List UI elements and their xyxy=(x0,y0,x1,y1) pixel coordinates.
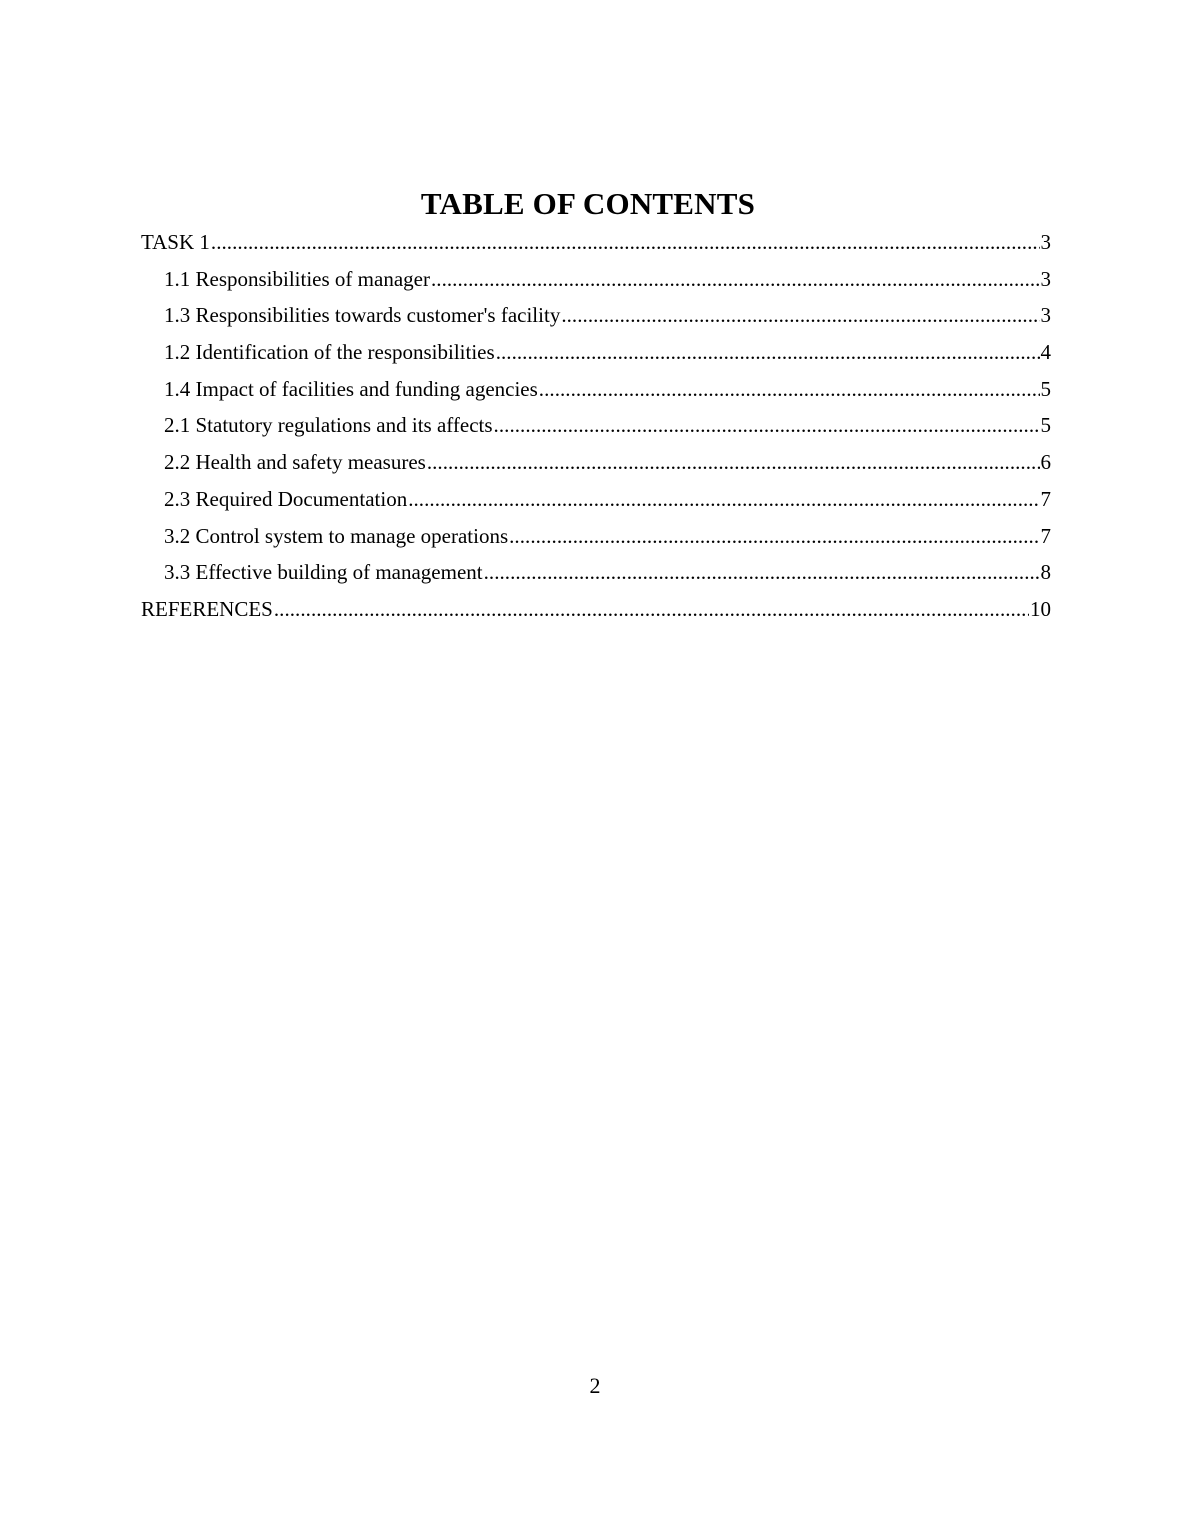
toc-entry-2-2[interactable] xyxy=(141,444,1051,481)
dot-leader xyxy=(408,481,1039,517)
toc-entry-page: 7 xyxy=(1040,523,1051,548)
toc-entry-2-1[interactable] xyxy=(141,407,1051,444)
toc-entry-task-1[interactable] xyxy=(141,224,1051,261)
toc-entry-3-2[interactable] xyxy=(141,518,1051,555)
dot-leader xyxy=(509,518,1039,554)
page-number: 2 xyxy=(589,1373,601,1398)
toc-entry-label: 2.3 Required Documentation xyxy=(164,486,408,511)
toc-entry-page: 7 xyxy=(1040,486,1051,511)
toc-entry-label: 2.1 Statutory regulations and its affects xyxy=(164,413,493,438)
toc-entry-label: 1.4 Impact of facilities and funding agencies xyxy=(164,376,538,401)
toc-entry-page: 3 xyxy=(1040,230,1051,254)
toc-entry-1-4[interactable] xyxy=(141,371,1051,408)
toc-entry-label: 3.3 Effective building of management xyxy=(164,560,483,585)
table-of-contents xyxy=(141,224,1051,628)
toc-entry-page: 4 xyxy=(1040,340,1051,365)
toc-entry-label: REFERENCES xyxy=(141,596,273,621)
toc-entry-label: 3.2 Control system to manage operations xyxy=(164,523,509,548)
dot-leader xyxy=(274,591,1029,627)
dot-leader xyxy=(539,371,1040,407)
toc-entry-1-2[interactable] xyxy=(141,334,1051,371)
toc-entry-2-3[interactable] xyxy=(141,481,1051,518)
dot-leader xyxy=(496,334,1040,370)
toc-entry-page: 3 xyxy=(1040,303,1051,328)
toc-entry-page: 3 xyxy=(1040,266,1051,291)
dot-leader xyxy=(427,444,1040,480)
toc-entry-label: 1.1 Responsibilities of manager xyxy=(164,266,430,291)
toc-entry-3-3[interactable] xyxy=(141,554,1051,591)
dot-leader xyxy=(211,224,1040,260)
dot-leader xyxy=(431,261,1040,297)
toc-entry-1-1[interactable] xyxy=(141,261,1051,298)
toc-entry-page: 6 xyxy=(1040,450,1051,475)
toc-entry-page: 5 xyxy=(1040,376,1051,401)
dot-leader xyxy=(561,297,1039,333)
toc-title: TABLE OF CONTENTS xyxy=(420,186,756,221)
toc-entry-page: 10 xyxy=(1030,596,1051,621)
toc-entry-label: TASK 1 xyxy=(141,230,210,254)
toc-entry-label: 1.2 Identification of the responsibilities xyxy=(164,340,495,365)
dot-leader xyxy=(484,554,1040,590)
toc-entry-references[interactable] xyxy=(141,591,1051,628)
toc-entry-label: 2.2 Health and safety measures xyxy=(164,450,426,475)
toc-entry-1-3[interactable] xyxy=(141,297,1051,334)
dot-leader xyxy=(494,407,1040,443)
toc-entry-page: 5 xyxy=(1040,413,1051,438)
toc-entry-page: 8 xyxy=(1040,560,1051,585)
toc-entry-label: 1.3 Responsibilities towards customer's facility xyxy=(164,303,561,328)
